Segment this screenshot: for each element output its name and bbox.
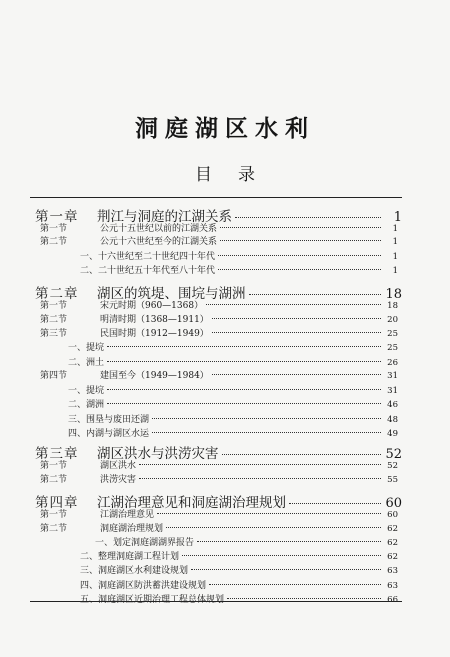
toc-entry-page: 25: [387, 343, 398, 353]
toc-entry-page: 52: [387, 461, 398, 471]
toc-entry-title: 四、洞庭湖区防洪蓄洪建设规划: [80, 581, 207, 591]
toc-entry-title: 三、洞庭湖区水利建设规划: [80, 566, 189, 576]
dot-leader: [222, 454, 382, 455]
toc-entry-title: 洞庭湖治理规划: [100, 524, 164, 534]
dot-leader: [235, 217, 381, 218]
toc-entry-page: 1: [392, 224, 398, 234]
toc-entry-title: 一、提垸: [68, 386, 105, 396]
toc-entry-page: 20: [387, 315, 398, 325]
dot-leader: [107, 389, 381, 390]
toc-section-entry: [40, 368, 398, 381]
toc-section-entry: [40, 326, 398, 339]
bottom-rule: [30, 601, 402, 602]
toc-subsection-entry: [80, 549, 398, 562]
toc-entry-page: 31: [387, 386, 398, 396]
toc-entry-page: 49: [387, 429, 398, 439]
toc-entry-page: 1: [392, 237, 398, 247]
toc-entry-title: 三、围垦与废田还湖: [68, 415, 150, 425]
toc-entry-title: 湖区的筑堤、围垸与湖洲: [97, 286, 246, 302]
toc-section-entry: [40, 221, 398, 234]
dot-leader: [107, 403, 381, 404]
toc-entry-title: 荆江与洞庭的江湖关系: [97, 209, 232, 225]
toc-entry-number: 第一节: [40, 301, 68, 311]
toc-entry-page: 31: [387, 371, 398, 381]
dot-leader: [220, 240, 381, 241]
dot-leader: [139, 478, 381, 479]
toc-entry-number: 第一节: [40, 461, 68, 471]
toc-entry-title: 二、湖洲: [68, 400, 105, 410]
toc-entry-number: 第一章: [35, 209, 79, 225]
toc-entry-title: 二、整理洞庭湖工程计划: [80, 552, 180, 562]
toc-entry-page: 52: [385, 447, 402, 462]
toc-entry-title: 四、内湖与湖区水运: [68, 429, 150, 439]
toc-entry-title: 宋元时期（960—1368）: [100, 301, 204, 311]
toc-subsection-entry: [68, 340, 398, 353]
toc-entry-page: 63: [387, 581, 398, 591]
toc-entry-page: 60: [385, 496, 402, 511]
toc-entry-number: 第四节: [40, 371, 68, 381]
toc-entry-number: 第二章: [35, 286, 79, 302]
toc-entry-number: 第三节: [40, 329, 68, 339]
dot-leader: [157, 513, 381, 514]
toc-section-entry: [40, 312, 398, 325]
dot-leader: [107, 361, 381, 362]
toc-subsection-entry: [95, 535, 398, 548]
dot-leader: [152, 418, 381, 419]
dot-leader: [220, 227, 381, 228]
toc-entry-title: 建国至今（1949—1984）: [100, 371, 209, 381]
toc-entry-title: 江湖治理意见: [100, 510, 155, 520]
dot-leader: [139, 464, 381, 465]
toc-entry-page: 62: [387, 552, 398, 562]
toc-entry-title: 洪涝灾害: [100, 475, 137, 485]
dot-leader: [206, 304, 381, 305]
toc-entry-title: 湖区洪水: [100, 461, 137, 471]
toc-section-entry: [40, 472, 398, 485]
toc-entry-page: 63: [387, 566, 398, 576]
book-title: 洞庭湖区水利: [135, 115, 315, 142]
toc-section-entry: [40, 507, 398, 520]
dot-leader: [289, 503, 381, 504]
toc-section-entry: [40, 298, 398, 311]
toc-entry-page: 62: [387, 538, 398, 548]
toc-entry-number: 第一节: [40, 224, 68, 234]
toc-entry-page: 18: [387, 301, 398, 311]
dot-leader: [212, 332, 381, 333]
toc-entry-page: 46: [387, 400, 398, 410]
toc-entry-page: 1: [392, 266, 398, 276]
dot-leader: [218, 255, 381, 256]
toc-entry-number: 第一节: [40, 510, 68, 520]
toc-entry-page: 26: [387, 358, 398, 368]
toc-entry-number: 第三章: [35, 446, 79, 462]
toc-entry-title: 一、提垸: [68, 343, 105, 353]
toc-entry-title: 江湖治理意见和洞庭湖治理规划: [97, 495, 286, 511]
toc-entry-page: 66: [387, 595, 398, 605]
dot-leader: [209, 584, 381, 585]
toc-subsection-entry: [80, 578, 398, 591]
toc-entry-number: 第二节: [40, 475, 68, 485]
toc-entry-page: 1: [393, 210, 402, 225]
toc-section-entry: [40, 521, 398, 534]
dot-leader: [218, 269, 381, 270]
dot-leader: [212, 374, 381, 375]
toc-subsection-entry: [80, 263, 398, 276]
toc-entry-title: 公元十五世纪以前的江湖关系: [100, 224, 218, 234]
toc-entry-title: 二、洲土: [68, 358, 105, 368]
toc-entry-title: 一、划定洞庭湖湖界报告: [95, 538, 195, 548]
toc-subsection-entry: [80, 563, 398, 576]
dot-leader: [191, 569, 381, 570]
toc-entry-page: 18: [385, 287, 402, 302]
toc-entry-number: 第四章: [35, 495, 79, 511]
toc-section-entry: [40, 458, 398, 471]
toc-subsection-entry: [80, 249, 398, 262]
toc-entry-title: 明清时期（1368—1911）: [100, 315, 209, 325]
toc-subsection-entry: [68, 383, 398, 396]
toc-heading: 目录: [195, 165, 281, 185]
toc-entry-title: 湖区洪水与洪涝灾害: [97, 446, 219, 462]
toc-entry-number: 第二节: [40, 237, 68, 247]
toc-entry-number: 第二节: [40, 524, 68, 534]
toc-subsection-entry: [68, 412, 398, 425]
toc-entry-title: 公元十六世纪至今的江湖关系: [100, 237, 218, 247]
toc-entry-title: 二、二十世纪五十年代至八十年代: [80, 266, 216, 276]
dot-leader: [212, 318, 381, 319]
dot-leader: [197, 541, 381, 542]
dot-leader: [227, 598, 381, 599]
toc-entry-page: 62: [387, 524, 398, 534]
toc-subsection-entry: [68, 355, 398, 368]
toc-subsection-entry: [80, 592, 398, 605]
toc-entry-title: 一、十六世纪至二十世纪四十年代: [80, 252, 216, 262]
toc-entry-page: 1: [392, 252, 398, 262]
dot-leader: [166, 527, 381, 528]
toc-entry-title: 五、洞庭湖区近期治理工程总体规划: [80, 595, 225, 605]
dot-leader: [249, 294, 382, 295]
toc-entry-page: 25: [387, 329, 398, 339]
toc-subsection-entry: [68, 426, 398, 439]
toc-section-entry: [40, 234, 398, 247]
toc-entry-page: 55: [387, 475, 398, 485]
toc-entry-page: 48: [387, 415, 398, 425]
toc-entry-page: 60: [387, 510, 398, 520]
toc-entry-number: 第二节: [40, 315, 68, 325]
dot-leader: [152, 432, 381, 433]
dot-leader: [182, 555, 381, 556]
dot-leader: [107, 346, 381, 347]
toc-subsection-entry: [68, 397, 398, 410]
toc-entry-title: 民国时期（1912—1949）: [100, 329, 209, 339]
